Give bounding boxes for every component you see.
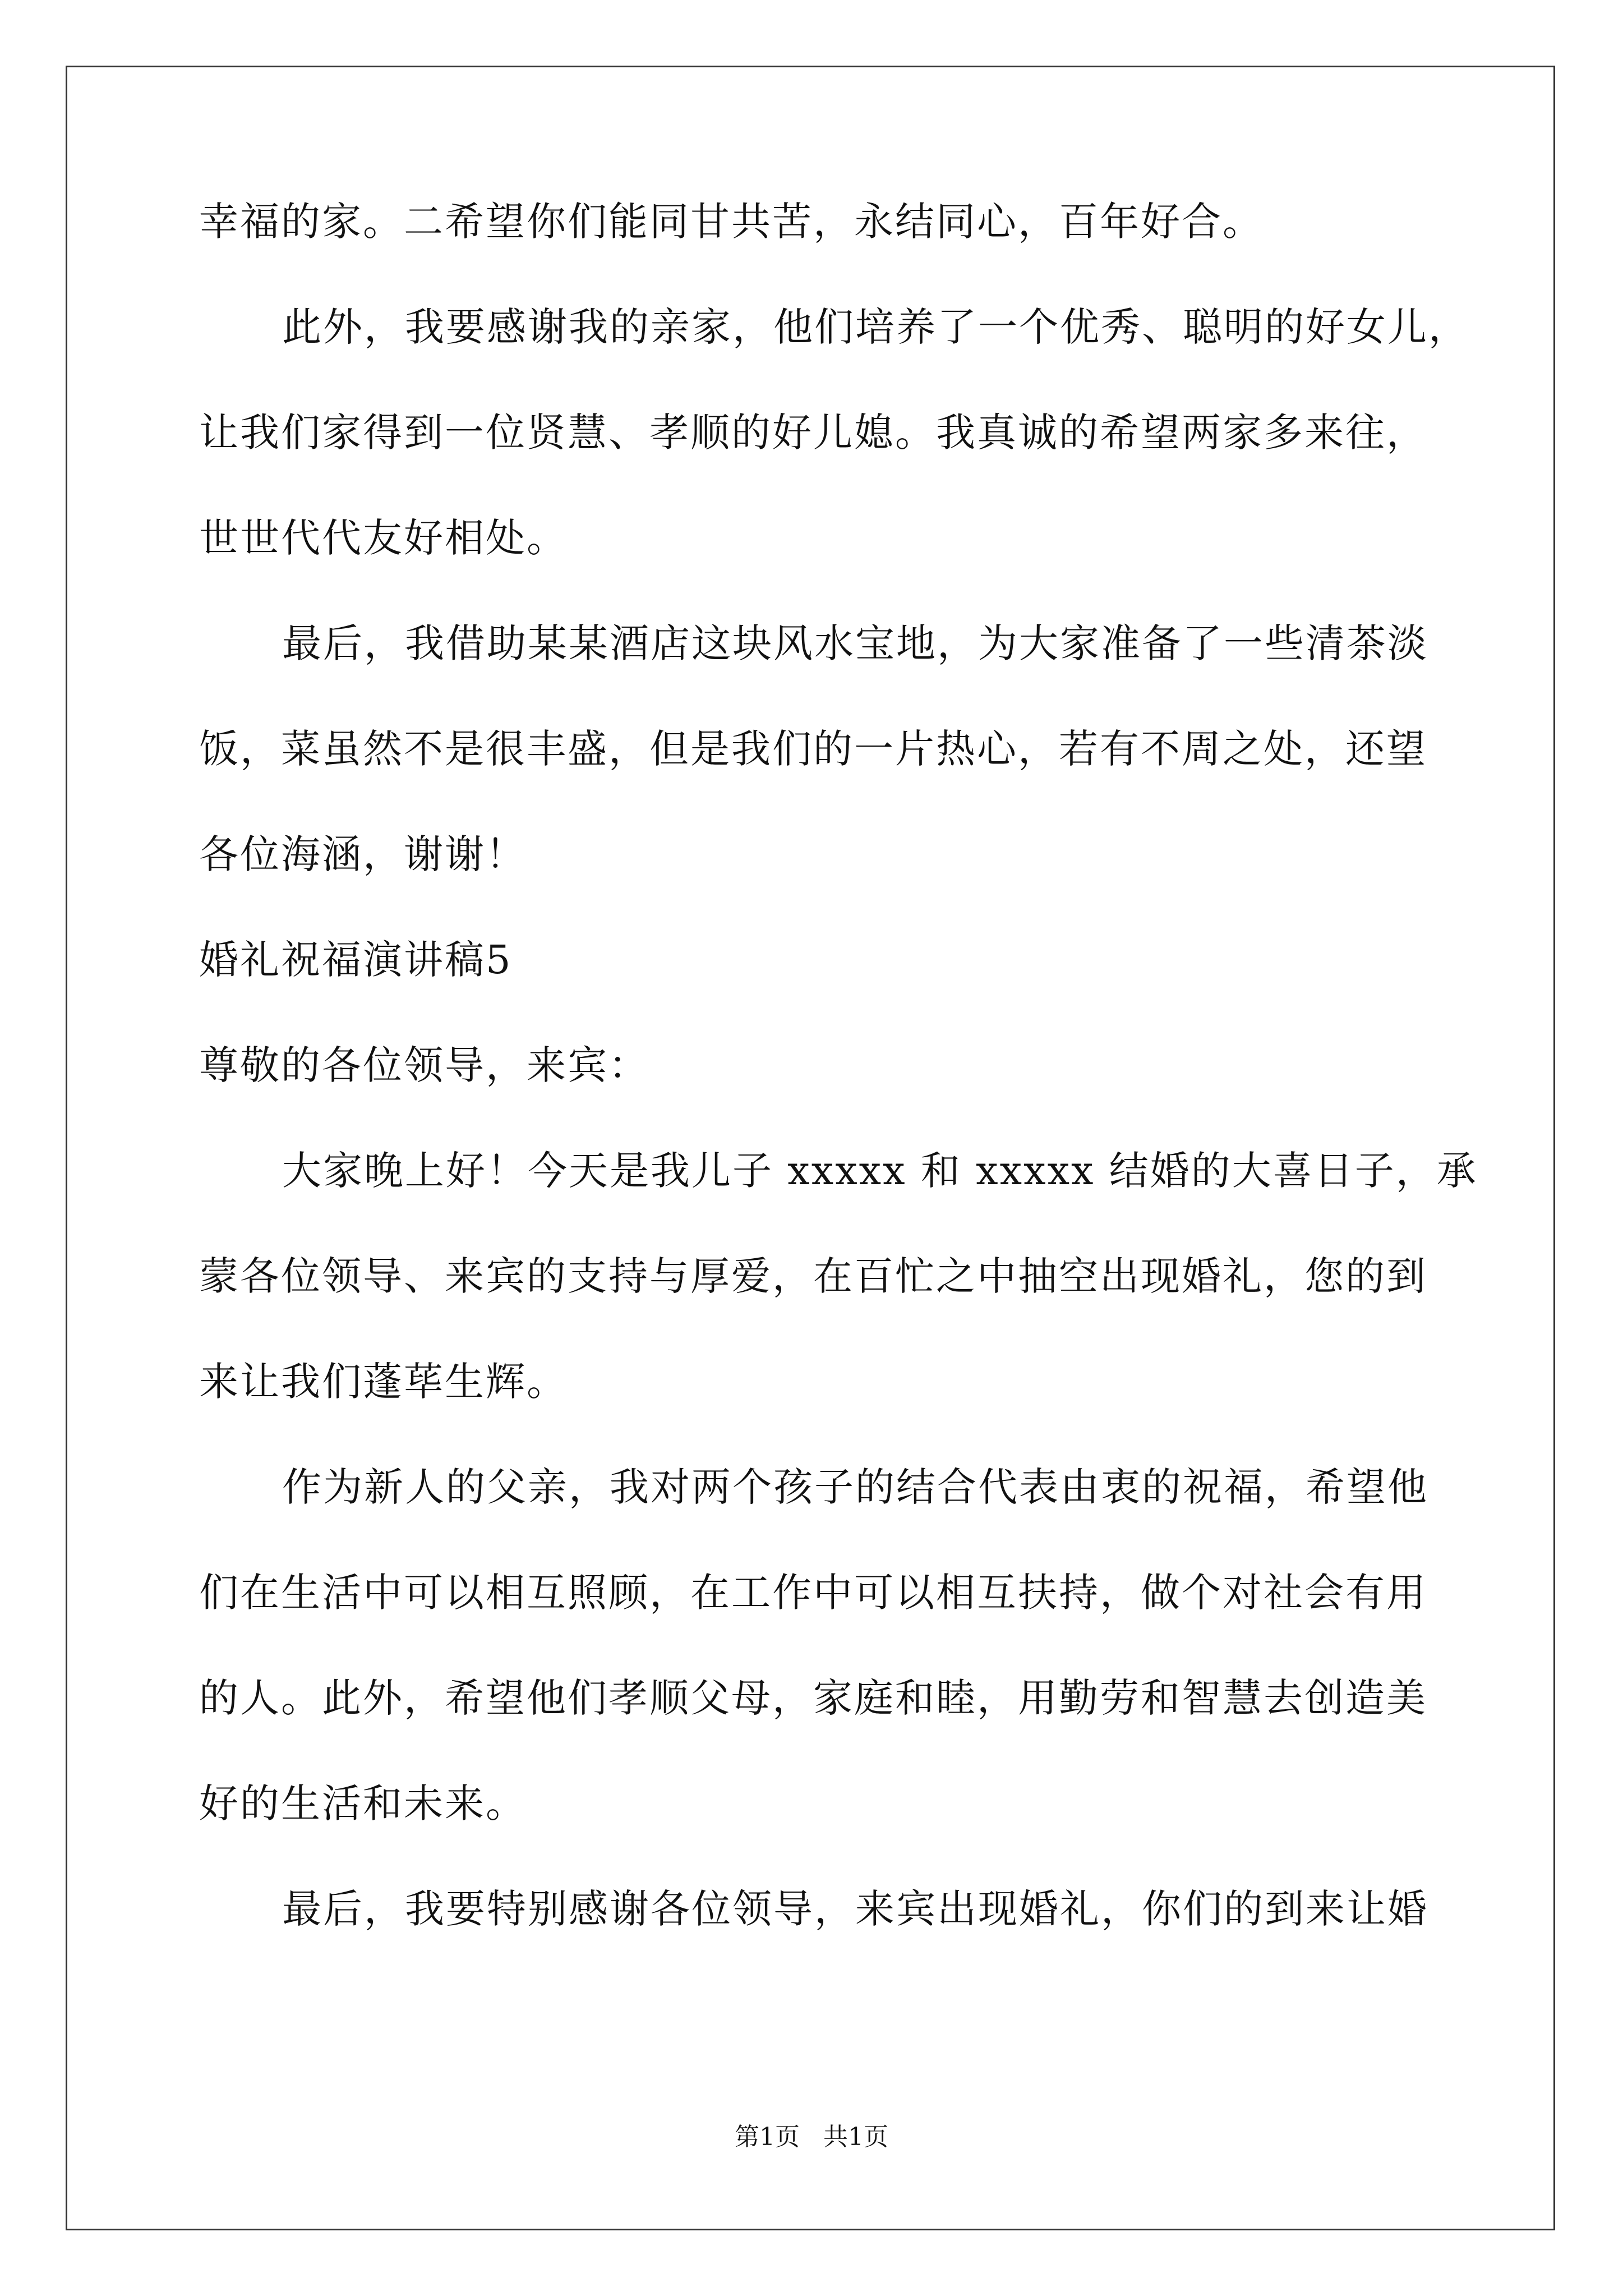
text-line: 世世代代友好相处。 xyxy=(199,515,568,561)
text-line: 此外，我要感谢我的亲家，他们培养了一个优秀、聪明的好女儿， xyxy=(282,304,1469,350)
total-pages-label: 共1页 xyxy=(823,2123,888,2151)
text-line: 幸福的家。二希望你们能同甘共苦，永结同心，百年好合。 xyxy=(199,199,1264,245)
text-line: 各位海涵，谢谢！ xyxy=(199,831,527,877)
text-line: 来让我们蓬荜生辉。 xyxy=(199,1359,568,1405)
text-line: 们在生活中可以相互照顾，在工作中可以相互扶持，做个对社会有用 xyxy=(199,1570,1427,1616)
text-line: 蒙各位领导、来宾的支持与厚爱，在百忙之中抽空出现婚礼，您的到 xyxy=(199,1253,1427,1299)
text-line: 好的生活和未来。 xyxy=(199,1780,527,1826)
section-heading: 婚礼祝福演讲稿5 xyxy=(199,937,513,983)
salutation: 尊敬的各位领导，来宾： xyxy=(199,1042,649,1088)
page-footer xyxy=(0,2125,1623,2150)
text-line: 大家晚上好！今天是我儿子 xxxxx 和 xxxxx 结婚的大喜日子，承 xyxy=(282,1148,1478,1194)
text-line: 最后，我要特别感谢各位领导，来宾出现婚礼，你们的到来让婚 xyxy=(282,1886,1428,1932)
text-line: 让我们家得到一位贤慧、孝顺的好儿媳。我真诚的希望两家多来往， xyxy=(199,409,1427,455)
document-body xyxy=(199,199,1478,1995)
current-page-label: 第1页 xyxy=(735,2123,800,2151)
text-line: 的人。此外，希望他们孝顺父母，家庭和睦，用勤劳和智慧去创造美 xyxy=(199,1675,1427,1721)
text-line: 作为新人的父亲，我对两个孩子的结合代表由衷的祝福，希望他 xyxy=(282,1464,1428,1510)
text-line: 饭，菜虽然不是很丰盛，但是我们的一片热心，若有不周之处，还望 xyxy=(199,726,1427,772)
text-line: 最后，我借助某某酒店这块风水宝地，为大家准备了一些清茶淡 xyxy=(282,620,1428,666)
